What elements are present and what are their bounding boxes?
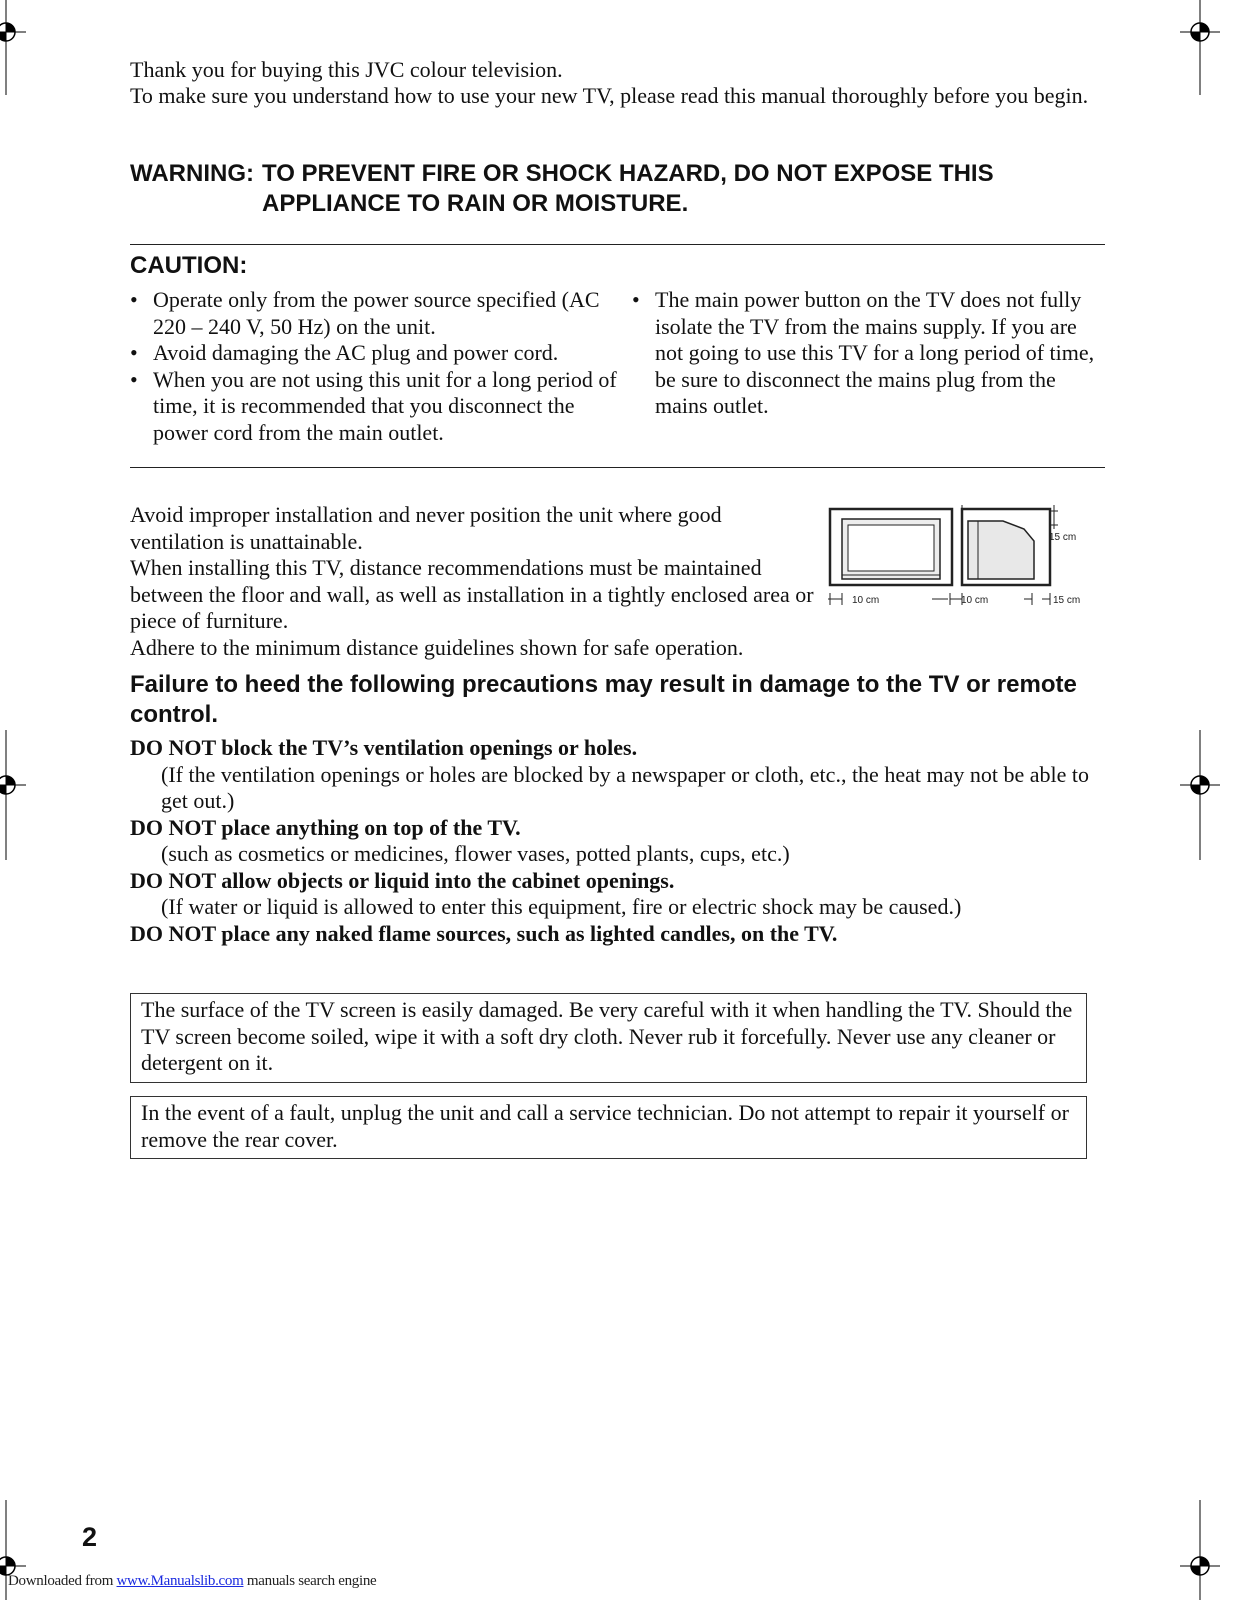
- tv-side-view-icon: [962, 505, 1050, 585]
- registration-mark-icon: [0, 765, 26, 805]
- precaution-heading: DO NOT place any naked flame sources, such as lighted candles, on the TV.: [130, 920, 838, 946]
- warning-text: TO PREVENT FIRE OR SHOCK HAZARD, DO NOT EXPOSE THIS APPLIANCE TO RAIN OR MOISTURE.: [261, 160, 994, 217]
- precautions-list: [130, 735, 1110, 947]
- warning-label: WARNING:: [130, 160, 254, 187]
- precaution-heading: DO NOT place anything on top of the TV.: [130, 814, 521, 840]
- precaution-note: (If the ventilation openings or holes are blocked by a newspaper or cloth, etc., the heat may not be able to get out.): [161, 761, 1089, 813]
- registration-mark-icon: [0, 12, 26, 52]
- registration-mark-icon: [1180, 1546, 1220, 1586]
- caution-top-rule: [130, 244, 1105, 245]
- rear-clearance-label: 15 cm: [1053, 595, 1081, 606]
- clearance-diagram: [828, 505, 1108, 615]
- failure-heading: Failure to heed the following precautions may result in damage to the TV or remote control.: [130, 671, 1077, 728]
- precaution-note: (such as cosmetics or medicines, flower vases, potted plants, cups, etc.): [161, 841, 790, 866]
- manualslib-link[interactable]: www.Manualslib.com: [116, 1573, 244, 1589]
- warning-block: [130, 159, 1110, 219]
- caution-item: • Operate only from the power source specified (AC 220 – 240 V, 50 Hz) on the unit.: [130, 287, 620, 340]
- precaution-heading: DO NOT block the TV’s ventilation openings or holes.: [130, 735, 638, 760]
- caution-bottom-rule: [130, 467, 1105, 468]
- precaution-note: (If water or liquid is allowed to enter this equipment, fire or electric shock may be caused.): [161, 894, 962, 919]
- left-clearance-label: 10 cm: [852, 595, 880, 606]
- footer-prefix: Downloaded from: [8, 1573, 114, 1589]
- registration-mark-icon: [1180, 12, 1220, 52]
- caution-item: • When you are not using this unit for a long period of time, it is recommended that you disconnect the power cord from the main outlet.: [130, 367, 620, 447]
- screen-care-text: The surface of the TV screen is easily damaged. Be very careful with it when handling the TV. Should the TV screen become soiled, wipe it with a soft dry cloth. Never rub it forcefully. Never use any cleaner or detergent on it.: [141, 997, 1073, 1075]
- caution-item: • The main power button on the TV does not fully isolate the TV from the mains supply. If you are not going to use this TV for a long period of time, be sure to disconnect the mains plug from the mains outlet.: [632, 287, 1102, 420]
- installation-paragraph: When installing this TV, distance recommendations must be maintained between the floor and wall, as well as installation in a tightly enclosed area or piece of furniture.: [130, 555, 814, 633]
- intro-text: [130, 57, 1110, 109]
- caution-list: [130, 287, 1105, 446]
- footer-suffix: manuals search engine: [246, 1573, 377, 1589]
- intro-line: To make sure you understand how to use your new TV, please read this manual thoroughly before you begin.: [130, 83, 1089, 108]
- intro-line: Thank you for buying this JVC colour television.: [130, 57, 563, 82]
- caution-item: • Avoid damaging the AC plug and power cord.: [130, 340, 620, 367]
- fault-text: In the event of a fault, unplug the unit and call a service technician. Do not attempt to repair it yourself or remove the rear cover.: [141, 1100, 1069, 1152]
- registration-mark-icon: [1180, 765, 1220, 805]
- installation-paragraph: Adhere to the minimum distance guidelines shown for safe operation.: [130, 634, 744, 660]
- download-footer: [8, 1573, 376, 1590]
- installation-text: [130, 502, 820, 661]
- top-clearance-label: 15 cm: [1049, 532, 1077, 543]
- installation-paragraph: Avoid improper installation and never position the unit where good ventilation is unattainable.: [130, 502, 722, 554]
- tv-front-view-icon: [830, 509, 952, 585]
- caution-title: CAUTION:: [130, 252, 248, 279]
- screen-care-box: [130, 993, 1087, 1083]
- right-clearance-label: 10 cm: [961, 595, 989, 606]
- precaution-heading: DO NOT allow objects or liquid into the cabinet openings.: [130, 867, 675, 893]
- page-number: 2: [82, 1522, 98, 1552]
- fault-box: [130, 1096, 1087, 1159]
